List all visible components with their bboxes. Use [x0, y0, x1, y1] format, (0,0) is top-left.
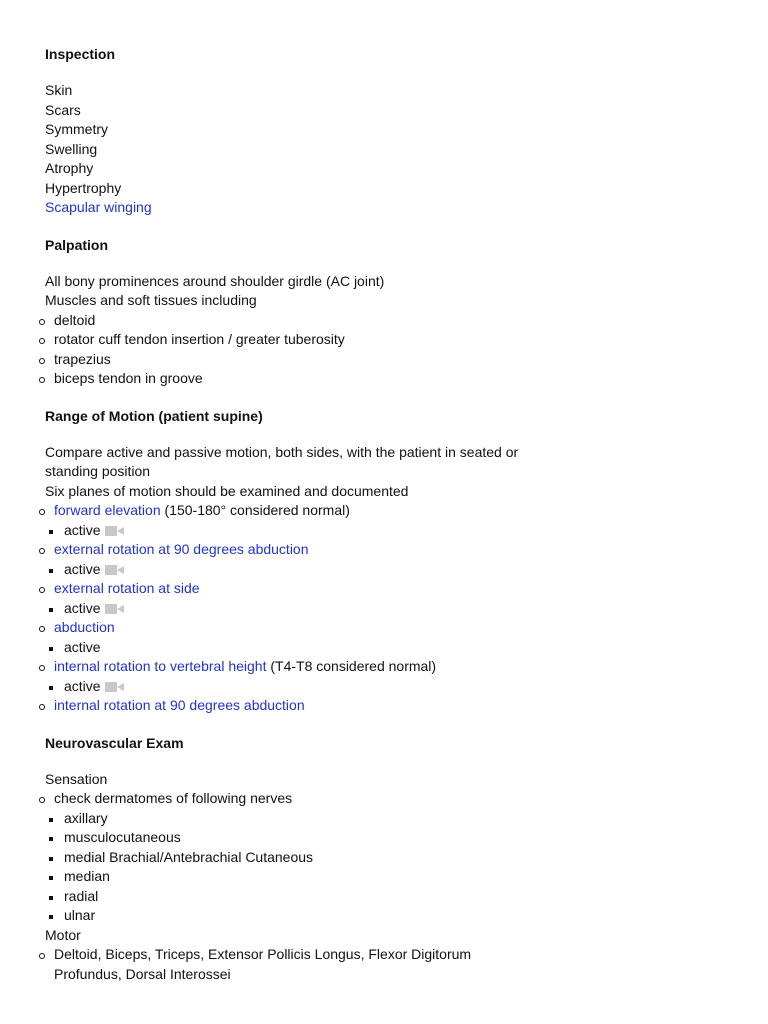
video-camera-icon[interactable] [105, 604, 117, 614]
range-of-motion-section [45, 406, 768, 716]
motion-item [45, 501, 768, 521]
palpation-section [45, 235, 768, 389]
active-item [45, 599, 768, 619]
nerve-item: median [45, 867, 768, 887]
nerve-item: radial [45, 887, 768, 907]
rom-intro: Compare active and passive motion, both sides, with the patient in seated or standing position [45, 443, 519, 479]
active-label: active [64, 560, 101, 577]
palpation-bullet: rotator cuff tendon insertion / greater tuberosity [45, 330, 768, 350]
palpation-line: All bony prominences around shoulder girdle (AC joint) [45, 272, 385, 289]
inspection-item: Hypertrophy [45, 179, 122, 196]
sensation-bullet: check dermatomes of following nerves [45, 789, 768, 809]
abduction-link[interactable]: abduction [54, 619, 115, 635]
internal-rotation-90-link[interactable]: internal rotation at 90 degrees abduction [54, 697, 305, 713]
motion-item [45, 579, 768, 599]
sensation-label: Sensation [45, 770, 108, 787]
motion-item [45, 657, 768, 677]
active-item [45, 677, 768, 697]
motion-item [45, 540, 768, 560]
rom-line: Six planes of motion should be examined and documented [45, 482, 409, 499]
motion-note: (T4-T8 considered normal) [266, 658, 437, 674]
palpation-bullet: biceps tendon in groove [45, 369, 768, 389]
active-item [45, 521, 768, 541]
inspection-item: Symmetry [45, 121, 108, 137]
inspection-item: Swelling [45, 140, 98, 157]
nerve-item: ulnar [45, 906, 768, 926]
video-camera-icon[interactable] [105, 565, 117, 575]
neurovascular-section [45, 733, 768, 985]
motion-note: (150-180° considered normal) [160, 502, 350, 518]
active-label: active [64, 677, 101, 694]
active-label: active [64, 599, 101, 616]
inspection-item: Scars [45, 101, 81, 118]
neuro-heading: Neurovascular Exam [45, 734, 184, 751]
active-item [45, 560, 768, 580]
forward-elevation-link[interactable]: forward elevation [54, 502, 161, 518]
video-camera-icon[interactable] [105, 682, 117, 692]
rom-heading: Range of Motion (patient supine) [45, 407, 263, 424]
motor-bullet: Deltoid, Biceps, Triceps, Extensor Pollicis Longus, Flexor Digitorum Profundus, Dorsal Interossei [45, 945, 534, 984]
external-rotation-side-link[interactable]: external rotation at side [54, 580, 200, 596]
nerve-item: axillary [45, 809, 768, 829]
inspection-section [45, 44, 768, 218]
nerve-item: musculocutaneous [45, 828, 768, 848]
motor-label: Motor [45, 926, 81, 943]
scapular-winging-link[interactable]: Scapular winging [45, 199, 152, 215]
motion-item [45, 618, 768, 638]
motion-item [45, 696, 768, 716]
nerve-item: medial Brachial/Antebrachial Cutaneous [45, 848, 768, 868]
palpation-bullet: deltoid [45, 311, 768, 331]
video-camera-icon[interactable] [105, 526, 117, 536]
external-rotation-90-link[interactable]: external rotation at 90 degrees abduction [54, 541, 309, 557]
inspection-heading: Inspection [45, 46, 116, 62]
palpation-heading: Palpation [45, 236, 109, 253]
active-label: active [64, 638, 101, 655]
inspection-item: Skin [45, 82, 73, 98]
palpation-bullet: trapezius [45, 350, 768, 370]
inspection-item: Atrophy [45, 160, 94, 176]
active-label: active [64, 521, 101, 538]
active-item [45, 638, 768, 658]
palpation-line: Muscles and soft tissues including [45, 292, 257, 308]
internal-rotation-vertebral-link[interactable]: internal rotation to vertebral height [54, 658, 267, 674]
